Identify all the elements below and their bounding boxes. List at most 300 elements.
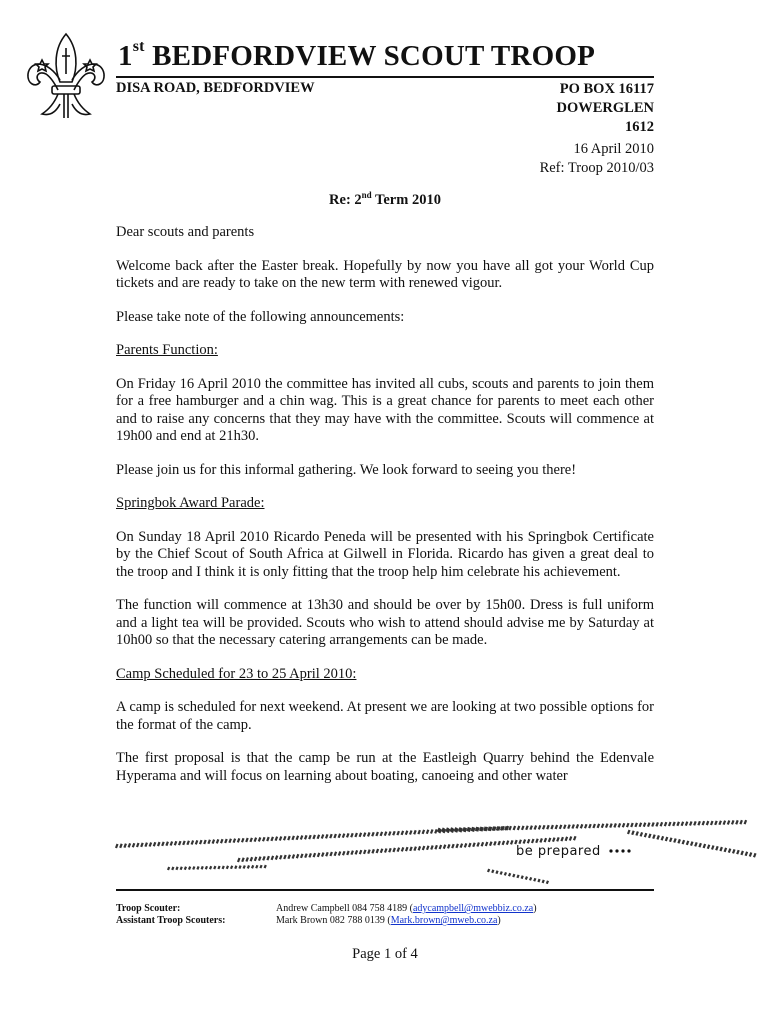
stripe-mark — [661, 822, 663, 826]
stripe-mark — [598, 824, 600, 828]
stripe-mark — [737, 850, 739, 854]
stripe-mark — [728, 821, 730, 825]
stripe-mark — [446, 828, 448, 832]
stripe-mark — [540, 838, 542, 842]
stripe-mark — [301, 836, 303, 840]
stripe-mark — [239, 866, 240, 869]
stripe-mark — [351, 851, 353, 855]
stripe-mark — [360, 833, 362, 837]
stripe-mark — [526, 877, 527, 880]
stripe-mark — [158, 842, 160, 846]
stripe-mark — [377, 849, 379, 853]
stripe-mark — [334, 834, 336, 838]
stripe-mark — [442, 828, 444, 832]
stripe-mark — [645, 833, 647, 837]
stripe-mark — [141, 843, 143, 847]
stripe-mark — [493, 827, 495, 831]
stripe-mark — [455, 828, 457, 832]
stripe-mark — [419, 846, 421, 850]
stripe-mark — [314, 853, 316, 857]
stripe-mark — [514, 826, 516, 830]
stripe-mark — [745, 820, 747, 824]
stripe-mark — [263, 856, 265, 860]
stripe-mark — [435, 845, 437, 849]
stripe-mark — [484, 827, 486, 831]
stripe-mark — [459, 827, 461, 831]
stripe-mark — [280, 836, 282, 840]
stripe-mark — [543, 880, 544, 883]
stripe-mark — [539, 825, 541, 829]
stripe-mark — [729, 849, 731, 853]
letter-body — [116, 224, 654, 801]
stripe-mark — [322, 835, 324, 839]
stripe-mark — [585, 824, 587, 828]
stripe-mark — [267, 837, 269, 841]
stripe-mark — [129, 843, 131, 847]
stripe-mark — [376, 832, 378, 836]
stripe-mark — [492, 870, 493, 873]
stripe-mark — [389, 831, 391, 835]
stripe-mark — [707, 821, 709, 825]
stripe-mark — [543, 825, 545, 829]
stripe-mark — [699, 843, 701, 847]
stripe-mark — [538, 879, 539, 882]
stripe-mark — [225, 839, 227, 843]
footer-label: Troop Scouter: — [116, 903, 181, 914]
stripe-mark — [505, 826, 507, 830]
stripe-mark — [385, 832, 387, 836]
stripe-mark — [431, 845, 433, 849]
stripe-mark — [288, 855, 290, 859]
banner-stripes — [116, 820, 756, 884]
postal-address — [557, 80, 655, 137]
stripe-mark — [196, 840, 198, 844]
stripe-mark — [372, 832, 374, 836]
stripe-mark — [581, 824, 583, 828]
stripe-mark — [452, 844, 454, 848]
stripe-mark — [223, 866, 224, 869]
stripe-mark — [242, 858, 244, 862]
paragraph: Please take note of the following announcements: — [116, 308, 405, 325]
stripe-mark — [326, 852, 328, 856]
stripe-mark — [326, 834, 328, 838]
stripe-mark — [389, 848, 391, 852]
stripe-mark — [381, 849, 383, 853]
footer-label: Assistant Troop Scouters: — [116, 915, 226, 926]
stripe-mark — [427, 846, 429, 850]
stripe-mark — [465, 843, 467, 847]
stripe-mark — [124, 844, 126, 848]
stripe-mark — [524, 840, 526, 844]
stripe-mark — [682, 822, 684, 826]
stripe-mark — [635, 823, 637, 827]
stripe-mark — [168, 867, 169, 870]
letter-ref: Ref: Troop 2010/03 — [539, 160, 654, 176]
stripe-mark — [339, 834, 341, 838]
stripe-mark — [652, 822, 654, 826]
stripe-mark — [589, 824, 591, 828]
stripe-mark — [507, 841, 509, 845]
stripe-mark — [259, 857, 261, 861]
street-address: DISA ROAD, BEDFORDVIEW — [116, 80, 315, 96]
stripe-mark — [364, 833, 366, 837]
stripe-mark — [568, 825, 570, 829]
stripe-mark — [244, 865, 245, 868]
stripe-mark — [750, 852, 752, 856]
stripe-mark — [372, 849, 374, 853]
section-heading: Springbok Award Parade: — [116, 495, 265, 511]
stripe-mark — [260, 865, 261, 868]
stripe-mark — [263, 837, 265, 841]
stripe-mark — [218, 866, 219, 869]
stripe-mark — [276, 837, 278, 841]
stripe-mark — [486, 842, 488, 846]
paragraph: Please join us for this informal gathering. We look forward to seeing you there! — [116, 461, 577, 478]
stripe-mark — [577, 824, 579, 828]
paragraph: A camp is scheduled for next weekend. At present we are looking at two possible options for the format of the camp. — [116, 699, 654, 733]
email-link[interactable]: Mark.brown@mweb.co.za — [390, 915, 498, 926]
stripe-mark — [557, 837, 559, 841]
stripe-mark — [473, 843, 475, 847]
stripe-mark — [347, 833, 349, 837]
stripe-mark — [674, 839, 676, 843]
stripe-mark — [393, 848, 395, 852]
stripe-mark — [530, 826, 532, 830]
stripe-mark — [532, 839, 534, 843]
paragraph: The function will commence at 13h30 and should be over by 15h00. Dress is full uniform and a light tea will be provided. Scouts who wish to attend should advise me by Saturday at 10h00 so that the necessary catering arrangements can be made. — [116, 597, 654, 648]
stripe-mark — [572, 825, 574, 829]
title-rule — [116, 76, 654, 78]
stripe-mark — [351, 833, 353, 837]
stripe-mark — [469, 843, 471, 847]
fleur-de-lis-icon — [24, 30, 108, 122]
stripe-mark — [398, 848, 400, 852]
stripe-mark — [631, 823, 633, 827]
date-block — [540, 140, 654, 178]
stripe-mark — [397, 831, 399, 835]
stripe-mark — [501, 872, 502, 875]
postal-line: DOWERGLEN — [556, 100, 654, 116]
stripe-mark — [305, 835, 307, 839]
stripe-mark — [657, 835, 659, 839]
stripe-mark — [402, 831, 404, 835]
stripe-mark — [509, 873, 510, 876]
stripe-mark — [418, 830, 420, 834]
stripe-mark — [423, 830, 425, 834]
stripe-mark — [204, 840, 206, 844]
stripe-mark — [653, 835, 655, 839]
stripe-mark — [472, 827, 474, 831]
footer-labels — [116, 903, 225, 927]
stripe-mark — [116, 844, 118, 848]
stripe-mark — [691, 842, 693, 846]
stripe-mark — [640, 823, 642, 827]
stripe-mark — [166, 842, 168, 846]
stripe-mark — [246, 857, 248, 861]
stripe-mark — [497, 826, 499, 830]
stripe-mark — [501, 826, 503, 830]
stripe-mark — [687, 841, 689, 845]
stripe-mark — [530, 877, 531, 880]
stripe-mark — [175, 841, 177, 845]
stripe-mark — [309, 835, 311, 839]
title-number: 1 — [118, 40, 133, 72]
stripe-mark — [284, 836, 286, 840]
stripe-mark — [566, 837, 568, 841]
stripe-mark — [564, 825, 566, 829]
banner-motto: be prepared — [516, 844, 601, 859]
stripe-mark — [120, 844, 122, 848]
stripe-mark — [505, 872, 506, 875]
letter-date: 16 April 2010 — [573, 141, 654, 157]
stripe-mark — [656, 822, 658, 826]
stripe-mark — [242, 838, 244, 842]
stripe-mark — [197, 866, 198, 869]
stripe-mark — [623, 823, 625, 827]
section-heading: Parents Function: — [116, 342, 218, 358]
stripe-mark — [610, 824, 612, 828]
stripe-mark — [202, 866, 203, 869]
stripe-mark — [427, 830, 429, 834]
stripe-mark — [410, 831, 412, 835]
stripe-mark — [704, 844, 706, 848]
contact-line: Andrew Campbell 084 758 4189 (adycampbell@mwebbiz.co.za) — [276, 903, 537, 914]
stripe-mark — [496, 871, 497, 874]
stripe-mark — [666, 837, 668, 841]
title-text: BEDFORDVIEW SCOUT TROOP — [144, 40, 596, 72]
stripe-mark — [733, 849, 735, 853]
stripe-mark — [678, 839, 680, 843]
stripe-mark — [498, 841, 500, 845]
stripe-mark — [272, 856, 274, 860]
stripe-mark — [347, 851, 349, 855]
stripe-mark — [402, 847, 404, 851]
stripe-mark — [227, 866, 228, 869]
stripe-mark — [641, 832, 643, 836]
stripe-mark — [719, 821, 721, 825]
stripe-mark — [494, 841, 496, 845]
stripe-mark — [438, 828, 440, 832]
stripe-mark — [172, 867, 173, 870]
stripe-mark — [145, 843, 147, 847]
stripe-mark — [665, 822, 667, 826]
email-link[interactable]: adycampbell@mwebbiz.co.za — [412, 903, 534, 914]
stripe-mark — [313, 835, 315, 839]
stripe-mark — [518, 826, 520, 830]
paragraph: Welcome back after the Easter break. Hopefully by now you have all got your World Cup tickets and are ready to take on the new term with renewed vigour. — [116, 257, 654, 291]
stripe-mark — [444, 845, 446, 849]
stripe-mark — [440, 845, 442, 849]
stripe-mark — [246, 838, 248, 842]
stripe-mark — [410, 847, 412, 851]
stripe-mark — [238, 838, 240, 842]
stripe-mark — [732, 820, 734, 824]
paragraph: The first proposal is that the camp be run at the Eastleigh Quarry behind the Edenvale Hyperama and will focus on learning about boating, canoeing and other water — [116, 750, 654, 784]
stripe-mark — [343, 851, 345, 855]
stripe-mark — [234, 839, 236, 843]
stripe-mark — [649, 834, 651, 838]
stripe-mark — [715, 821, 717, 825]
stripe-mark — [185, 867, 186, 870]
page-number: Page 1 of 4 — [352, 946, 418, 962]
stripe-mark — [644, 823, 646, 827]
stripe-mark — [686, 822, 688, 826]
stripe-mark — [556, 825, 558, 829]
stripe-mark — [435, 829, 437, 833]
stripe-mark — [549, 838, 551, 842]
page-title — [118, 40, 595, 73]
banner-dots — [609, 849, 630, 852]
stripe-mark — [265, 865, 266, 868]
footer-contacts — [276, 903, 537, 927]
stripe-mark — [133, 843, 135, 847]
stripe-mark — [741, 851, 743, 855]
title-suffix: st — [132, 38, 145, 55]
stripe-mark — [636, 832, 638, 836]
stripe-mark — [381, 832, 383, 836]
stripe-mark — [711, 821, 713, 825]
stripe-mark — [187, 841, 189, 845]
stripe-mark — [536, 839, 538, 843]
stripe-mark — [176, 867, 177, 870]
stripe-mark — [560, 825, 562, 829]
stripe-mark — [526, 826, 528, 830]
stripe-mark — [301, 854, 303, 858]
stripe-mark — [476, 827, 478, 831]
stripe-mark — [648, 823, 650, 827]
stripe-mark — [251, 857, 253, 861]
stripe-mark — [330, 834, 332, 838]
postal-line: 1612 — [625, 119, 654, 135]
stripe-mark — [553, 838, 555, 842]
stripe-mark — [448, 844, 450, 848]
stripe-mark — [271, 837, 273, 841]
stripe-mark — [480, 827, 482, 831]
stripe-mark — [708, 845, 710, 849]
stripe-mark — [477, 843, 479, 847]
stripe-mark — [276, 856, 278, 860]
postal-line: PO BOX 16117 — [559, 81, 654, 97]
stripe-mark — [309, 853, 311, 857]
stripe-mark — [137, 843, 139, 847]
stripe-mark — [694, 821, 696, 825]
stripe-mark — [490, 842, 492, 846]
stripe-mark — [250, 838, 252, 842]
stripe-mark — [150, 842, 152, 846]
stripe-mark — [545, 838, 547, 842]
stripe-mark — [720, 847, 722, 851]
stripe-mark — [210, 866, 211, 869]
stripe-mark — [181, 867, 182, 870]
stripe-mark — [456, 844, 458, 848]
stripe-mark — [255, 838, 257, 842]
stripe-mark — [690, 821, 692, 825]
stripe-mark — [335, 852, 337, 856]
stripe-mark — [488, 827, 490, 831]
stripe-mark — [534, 878, 535, 881]
stripe-mark — [200, 840, 202, 844]
stripe-mark — [235, 866, 236, 869]
stripe-mark — [292, 836, 294, 840]
stripe-mark — [740, 820, 742, 824]
stripe-mark — [673, 822, 675, 826]
stripe-mark — [356, 850, 358, 854]
stripe-mark — [297, 854, 299, 858]
stripe-mark — [213, 840, 215, 844]
stripe-mark — [614, 823, 616, 827]
stripe-mark — [606, 824, 608, 828]
stripe-mark — [463, 827, 465, 831]
stripe-mark — [451, 828, 453, 832]
stripe-mark — [712, 846, 714, 850]
stripe-mark — [662, 836, 664, 840]
stripe-mark — [162, 842, 164, 846]
stripe-mark — [248, 865, 249, 868]
stripe-mark — [628, 830, 630, 834]
stripe-mark — [343, 834, 345, 838]
stripe-mark — [724, 821, 726, 825]
stripe-mark — [467, 827, 469, 831]
be-prepared-banner — [108, 810, 762, 890]
stripe-mark — [231, 866, 232, 869]
stripe-mark — [330, 852, 332, 856]
stripe-mark — [551, 825, 553, 829]
stripe-mark — [368, 850, 370, 854]
stripe-mark — [695, 842, 697, 846]
section-heading: Camp Scheduled for 23 to 25 April 2010: — [116, 665, 357, 682]
stripe-mark — [171, 841, 173, 845]
stripe-mark — [509, 826, 511, 830]
stripe-mark — [725, 848, 727, 852]
stripe-mark — [619, 823, 621, 827]
stripe-mark — [267, 856, 269, 860]
stripe-mark — [179, 841, 181, 845]
stripe-mark — [593, 824, 595, 828]
stripe-mark — [318, 835, 320, 839]
stripe-mark — [632, 831, 634, 835]
stripe-mark — [528, 839, 530, 843]
stripe-mark — [754, 853, 756, 857]
stripe-mark — [513, 874, 514, 877]
stripe-mark — [461, 844, 463, 848]
stripe-mark — [602, 824, 604, 828]
stripe-mark — [570, 837, 572, 841]
stripe-mark — [683, 840, 685, 844]
stripe-mark — [280, 855, 282, 859]
stripe-mark — [561, 837, 563, 841]
stripe-mark — [488, 869, 489, 872]
stripe-mark — [252, 865, 253, 868]
stripe-mark — [736, 820, 738, 824]
stripe-mark — [256, 865, 257, 868]
stripe-mark — [183, 841, 185, 845]
stripe-mark — [192, 841, 194, 845]
paragraph: On Sunday 18 April 2010 Ricardo Peneda will be presented with his Springbok Certificate by the Chief Scout of South Africa at Gilwell in Florida. Ricardo has given a great deal to the troop and I think it is only fitting that the troop help him celebrate his achievement. — [116, 528, 654, 580]
stripe-mark — [322, 853, 324, 857]
stripe-mark — [522, 876, 523, 879]
paragraph: Dear scouts and parents — [116, 224, 255, 240]
stripe-mark — [297, 836, 299, 840]
stripe-mark — [339, 851, 341, 855]
stripe-mark — [670, 838, 672, 842]
stripe-mark — [574, 836, 576, 840]
stripe-mark — [154, 842, 156, 846]
stripe-mark — [669, 822, 671, 826]
stripe-mark — [522, 826, 524, 830]
stripe-mark — [627, 823, 629, 827]
paragraph: On Friday 16 April 2010 the committee has invited all cubs, scouts and parents to join them for a free hamburger and a chin wag. This is a great chance for parents to meet each other and to raise any concerns that they may have with the committee. Scouts will commence at 19h00 and end at 21h30. — [116, 375, 654, 444]
stripe-mark — [698, 821, 700, 825]
